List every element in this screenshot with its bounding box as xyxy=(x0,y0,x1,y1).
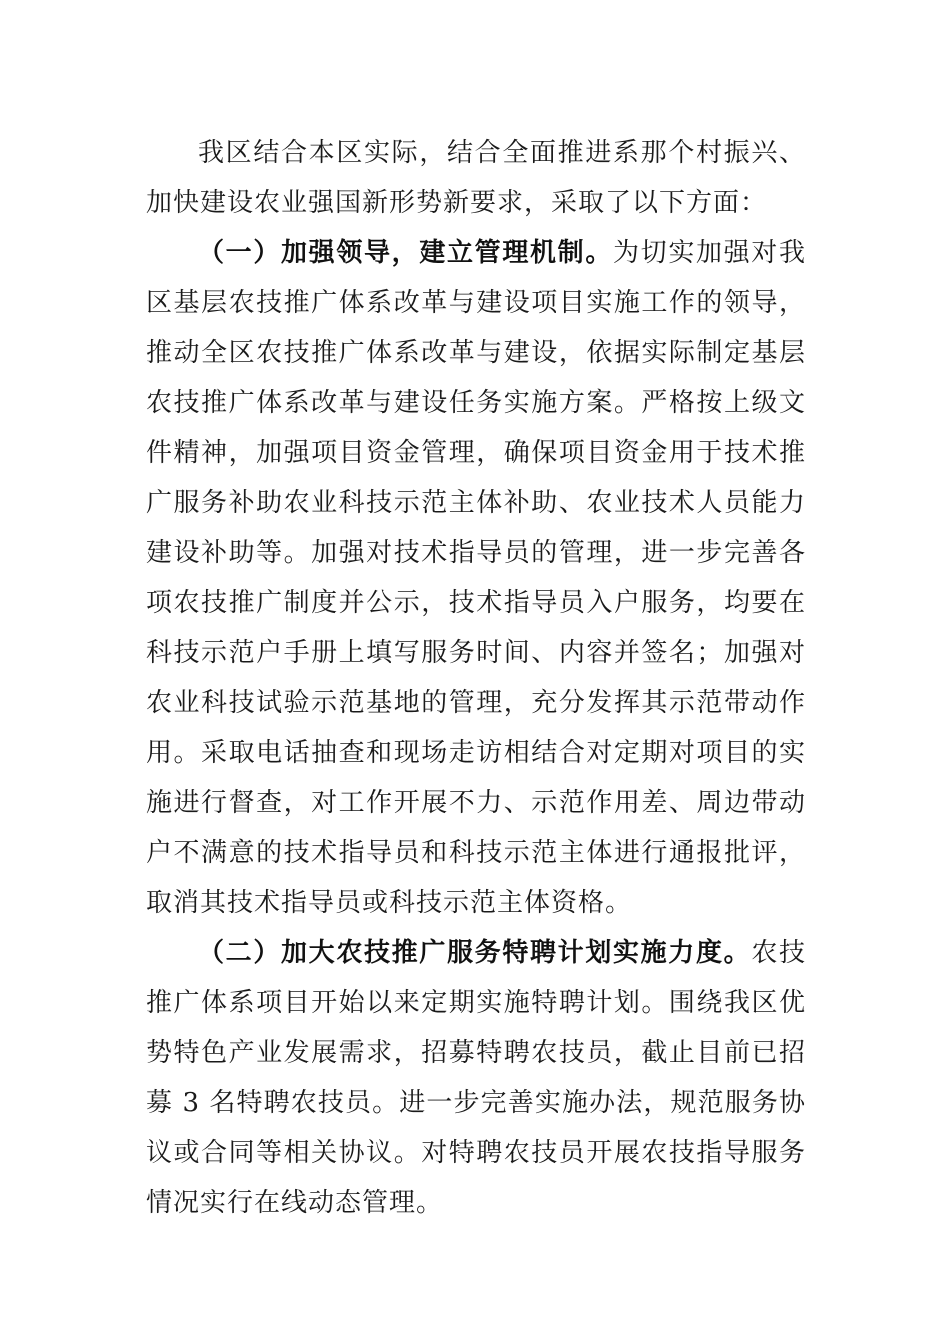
section-1-heading: （一）加强领导，建立管理机制。 xyxy=(198,238,613,268)
document-body xyxy=(146,128,806,1228)
paragraph-intro-text: 我区结合本区实际，结合全面推进系那个村振兴、加快建设农业强国新形势新要求，采取了以下方面： xyxy=(146,138,806,218)
section-2-heading: （二）加大农技推广服务特聘计划实施力度。 xyxy=(198,938,752,968)
paragraph-section-2 xyxy=(146,928,806,1228)
paragraph-intro xyxy=(146,128,806,228)
paragraph-section-1 xyxy=(146,228,806,928)
section-1-text: 为切实加强对我区基层农技推广体系改革与建设项目实施工作的领导，推动全区农技推广体系改革与建设，依据实际制定基层农技推广体系改革与建设任务实施方案。严格按上级文件精神，加强项目资金管理，确保项目资金用于技术推广服务补助农业科技示范主体补助、农业技术人员能力建设补助等。加强对技术指导员的管理，进一步完善各项农技推广制度并公示，技术指导员入户服务，均要在科技示范户手册上填写服务时间、内容并签名；加强对农业科技试验示范基地的管理，充分发挥其示范带动作用。采取电话抽查和现场走访相结合对定期对项目的实施进行督查，对工作开展不力、示范作用差、周边带动户不满意的技术指导员和科技示范主体进行通报批评，取消其技术指导员或科技示范主体资格。 xyxy=(146,238,806,918)
section-2-text: 农技推广体系项目开始以来定期实施特聘计划。围绕我区优势特色产业发展需求，招募特聘农技员，截止目前已招募 3 名特聘农技员。进一步完善实施办法，规范服务协议或合同等相关协议。对特聘农技员开展农技指导服务情况实行在线动态管理。 xyxy=(146,938,806,1218)
